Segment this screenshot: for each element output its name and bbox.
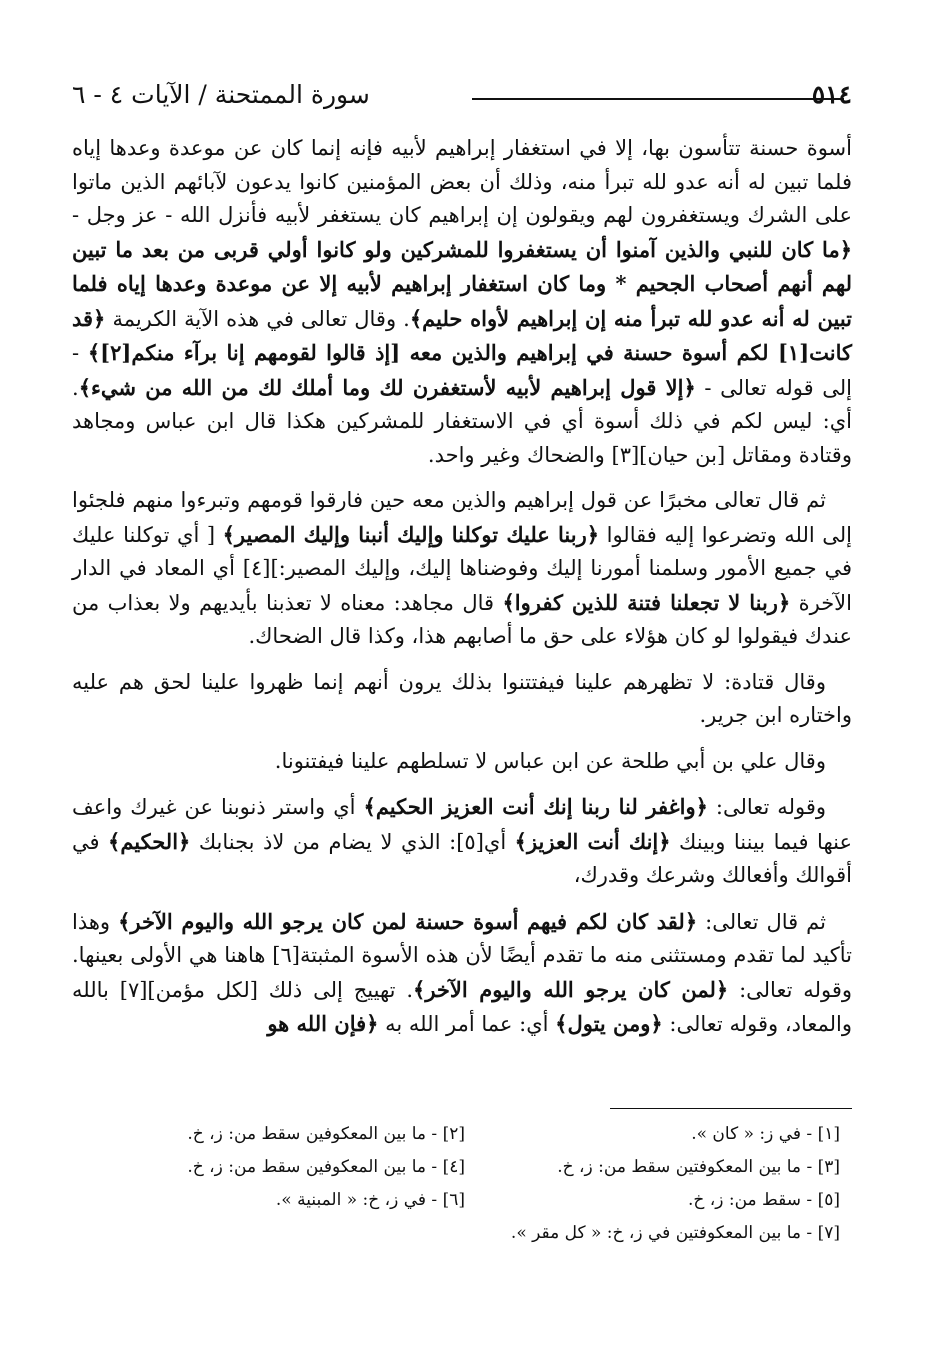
quran-quote: ﴿الحكيم﴾ — [108, 828, 191, 854]
quran-quote: ﴿ربنا لا تجعلنا فتنة للذين كفروا﴾ — [502, 589, 791, 615]
quran-quote: ﴿ربنا عليك توكلنا وإليك أنبنا وإليك المصير﴾ — [222, 521, 600, 547]
footnote-7: [٧] - ما بين المعكوفتين في ز، خ: « كل مقر ». — [510, 1223, 840, 1243]
footnote-row — [90, 1217, 840, 1250]
paragraph-1 — [72, 132, 852, 472]
footnote-row — [90, 1151, 840, 1184]
footnote-5: [٥] - سقط من: ز، خ. — [687, 1190, 840, 1210]
text-span: ثم قال تعالى: — [697, 909, 826, 934]
text-span: [ أي توكلنا عليك في جميع الأمور وسلمنا أمورنا إليك وفوضناها إليك، وإليك المصير:][٤] أي المعاد في الدار الآخرة — [72, 522, 852, 615]
body-text — [72, 132, 852, 1054]
quran-quote: ﴿لقد كان لكم فيهم أسوة حسنة لمن كان يرجو الله واليوم الآخر﴾ — [118, 908, 698, 934]
quran-quote: ﴿لمن كان يرجو الله واليوم الآخر﴾ — [413, 976, 729, 1002]
footnotes — [90, 1118, 840, 1250]
text-span: أسوة حسنة تتأسون بها، إلا في استغفار إبراهيم لأبيه فإنه إنما كان عن موعدة وعدها إياه فلما تبين له أنه عدو لله تبرأ منه، وذلك أن بعض المؤمنين كانوا يدعون لآبائهم الذين ماتوا على الشرك ويستغفرون لهم ويقولون إن إبراهيم كان يستغفر لأبيه فأنزل الله - عز وجل - — [72, 136, 852, 227]
quran-quote: ﴿إلا قول إبراهيم لأبيه لأستغفرن لك وما أملك لك من الله من شيء﴾ — [78, 374, 696, 400]
paragraph-3: وقال قتادة: لا تظهرهم علينا فيفتتنوا بذلك يرون أنهم إنما ظهروا علينا لحق هم عليه واختاره ابن جرير. — [72, 669, 852, 727]
paragraph-5 — [72, 790, 852, 893]
surah-title: سورة الممتحنة / الآيات ٤ - ٦ — [72, 80, 370, 109]
footnote-row — [90, 1118, 840, 1151]
quran-quote: ﴿قد كانت[١] لكم أسوة حسنة في إبراهيم والذين معه [إذ قالوا لقومهم إنا برآء منكم[٢]﴾ — [72, 305, 852, 365]
text-span: أي[٥]: الذي لا يضام من لاذ بجنابك — [190, 829, 515, 854]
paragraph-6 — [72, 905, 852, 1042]
text-span: وقوله تعالى: — [707, 795, 826, 819]
text-span: ثم قال تعالى مخبرًا عن قول إبراهيم والذين معه حين فارقوا قومهم وتبرءوا منهم فلجئوا إلى الله وتضرعوا إليه فقالوا — [72, 488, 852, 547]
text-span: . أي: ليس لكم في ذلك أسوة أي في الاستغفار للمشركين هكذا قال ابن عباس ومجاهد وقتادة ومقاتل [بن حيان][٣] والضحاك وغير واحد. — [72, 375, 852, 467]
paragraph-4: وقال علي بن أبي طلحة عن ابن عباس لا تسلطهم علينا فيفتنونا. — [274, 748, 826, 773]
text-span: وهذا تأكيد لما تقدم ومستثنى منه ما تقدم أيضًا لأن هذه الأسوة المثبتة[٦] هاهنا هي الأولى بعينها. وقوله تعالى: — [72, 909, 852, 1002]
footnote-6: [٦] - في ز، خ: « المبنية ». — [275, 1190, 465, 1210]
text-span: . وقال تعالى في هذه الآية الكريمة — [105, 306, 410, 331]
page-number: ٥١٤ — [811, 80, 852, 109]
footnote-4: [٤] - ما بين المعكوفين سقط من: ز، خ. — [187, 1157, 465, 1177]
text-span: في أقوالك وأفعالك وشرعك وقدرك، — [72, 829, 852, 887]
footnote-rule — [610, 1108, 852, 1109]
footnote-3: [٣] - ما بين المعكوفتين سقط من: ز، خ. — [557, 1157, 840, 1177]
page-header — [72, 80, 852, 120]
quran-quote: ﴿ومن يتول﴾ — [555, 1011, 663, 1036]
header-rule — [472, 98, 844, 100]
text-span: أي: عما أمر الله به — [378, 1012, 556, 1036]
text-span: . تهييج إلى ذلك [لكل مؤمن][٧] بالله والمعاد، وقوله تعالى: — [72, 977, 852, 1036]
text-span: أي واستر ذنوبنا عن غيرك واعف عنها فيما بيننا وبينك — [72, 795, 852, 854]
quran-quote: ﴿واغفر لنا ربنا إنك أنت العزيز الحكيم﴾ — [363, 794, 708, 819]
quran-quote: ﴿فإن الله هو — [267, 1011, 379, 1036]
paragraph-2 — [72, 484, 852, 654]
quran-quote: ﴿إنك أنت العزيز﴾ — [514, 828, 671, 854]
footnote-row — [90, 1184, 840, 1217]
footnote-2: [٢] - ما بين المعكوفين سقط من: ز، خ. — [187, 1124, 465, 1144]
text-span: - إلى قوله تعالى - — [72, 341, 852, 400]
quran-quote: ﴿ما كان للنبي والذين آمنوا أن يستغفروا للمشركين ولو كانوا أولي قربى من بعد ما تبين لهم أنهم أصحاب الجحيم * وما كان استغفار إبراهيم لأبيه إلا عن موعدة وعدها إياه فلما تبين له أنه عدو لله تبرأ منه إن إبراهيم لأواه حليم﴾ — [72, 236, 852, 331]
footnote-1: [١] - في ز: « كان ». — [691, 1124, 840, 1144]
text-span: قال مجاهد: معناه لا تعذبنا بأيديهم ولا بعذاب من عندك فيقولوا لو كان هؤلاء على حق ما أصابهم هذا، وكذا قال الضحاك. — [72, 590, 852, 648]
